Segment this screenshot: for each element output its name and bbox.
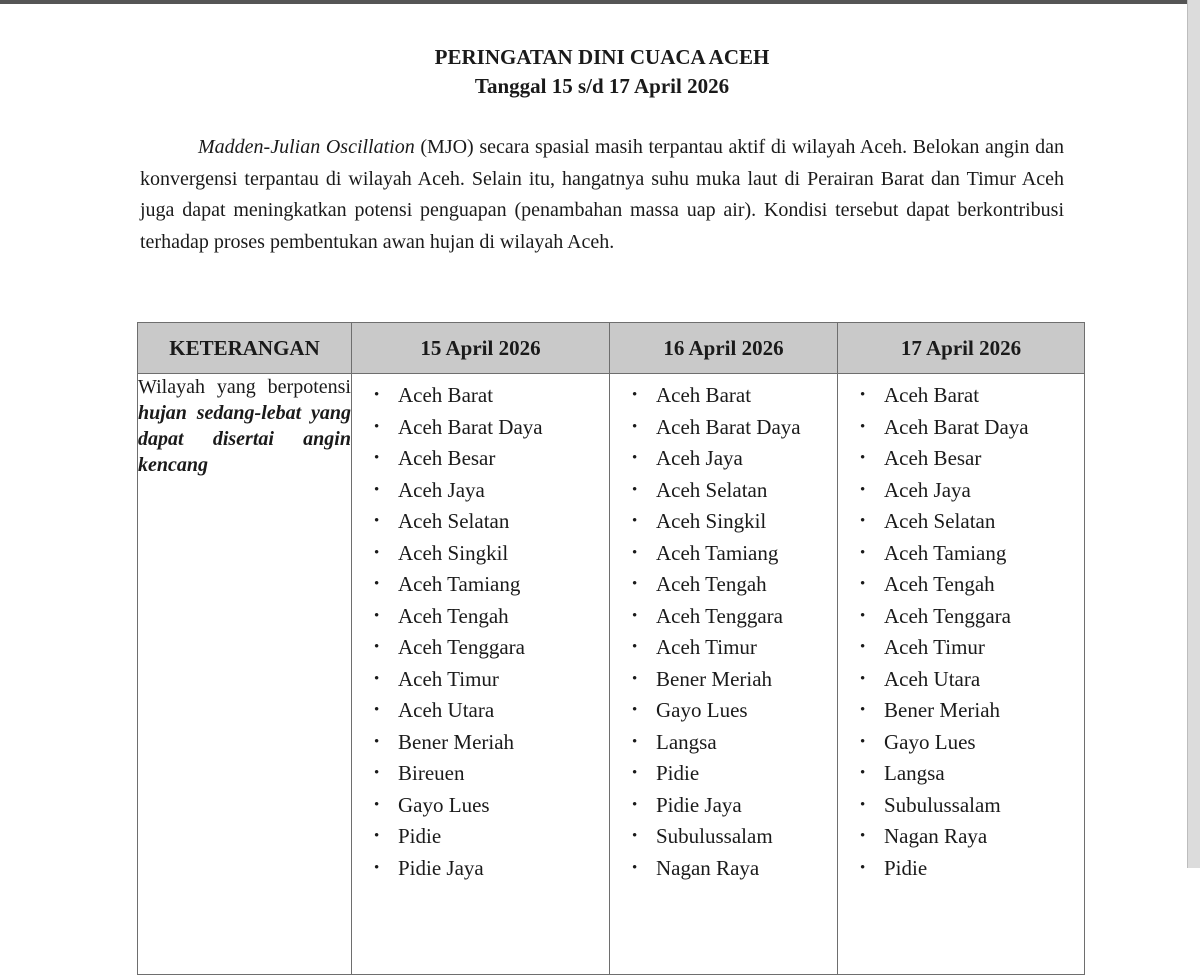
- bullet-icon: •: [860, 576, 866, 592]
- region-name: Aceh Tenggara: [656, 603, 783, 628]
- keterangan-emphasis: hujan sedang-lebat yang dapat disertai angin kencang: [138, 402, 351, 476]
- bullet-icon: •: [632, 481, 638, 498]
- region-name: Bener Meriah: [398, 729, 515, 754]
- list-item: [352, 380, 609, 412]
- bullet-icon: •: [632, 387, 638, 403]
- list-item: [610, 443, 837, 475]
- list-item: [352, 569, 609, 601]
- list-item: [838, 853, 1084, 885]
- list-item: [610, 664, 837, 696]
- bullet-icon: •: [632, 702, 638, 718]
- bullet-icon: •: [860, 387, 866, 403]
- region-name: Subulussalam: [656, 824, 773, 848]
- region-name: Pidie: [398, 824, 442, 848]
- bullet-icon: •: [374, 481, 380, 498]
- region-name: Subulussalam: [884, 792, 1001, 817]
- region-name: Aceh Barat Daya: [884, 414, 1029, 439]
- region-name: Nagan Raya: [656, 855, 760, 880]
- bullet-icon: •: [632, 859, 638, 876]
- region-name: Gayo Lues: [656, 698, 748, 722]
- list-item: [838, 664, 1084, 696]
- bullet-icon: •: [374, 513, 380, 529]
- list-item: [610, 601, 837, 633]
- list-item: [610, 632, 837, 664]
- region-name: Aceh Jaya: [398, 477, 485, 502]
- region-name: Aceh Utara: [884, 666, 981, 691]
- list-item: [610, 412, 837, 444]
- bullet-icon: •: [860, 607, 866, 624]
- bullet-icon: •: [632, 796, 638, 813]
- bullet-icon: •: [860, 639, 866, 655]
- region-name: Aceh Barat Daya: [656, 414, 801, 439]
- region-name: Langsa: [884, 761, 945, 785]
- keterangan-text: Wilayah yang berpotensi: [138, 376, 351, 398]
- list-item: [610, 695, 837, 727]
- region-name: Aceh Singkil: [656, 509, 767, 533]
- bullet-icon: •: [860, 670, 866, 687]
- list-item: [838, 538, 1084, 570]
- list-item: [610, 853, 837, 885]
- bullet-icon: •: [632, 765, 638, 781]
- list-item: [838, 475, 1084, 507]
- region-name: Pidie: [884, 855, 928, 880]
- list-item: [838, 506, 1084, 538]
- region-name: Aceh Timur: [656, 635, 757, 659]
- region-name: Aceh Besar: [884, 446, 982, 470]
- region-name: Aceh Selatan: [656, 477, 768, 502]
- bullet-icon: •: [632, 607, 638, 624]
- region-name: Gayo Lues: [884, 729, 976, 754]
- list-item: [352, 475, 609, 507]
- list-item: [352, 853, 609, 885]
- list-item: [610, 727, 837, 759]
- bullet-icon: •: [860, 765, 866, 781]
- day3-region-list: [838, 374, 1084, 884]
- bullet-icon: •: [374, 418, 380, 435]
- region-name: Aceh Tenggara: [398, 635, 525, 659]
- region-name: Aceh Tenggara: [884, 603, 1011, 628]
- bullet-icon: •: [632, 828, 638, 844]
- region-name: Aceh Jaya: [656, 446, 743, 470]
- list-item: [352, 601, 609, 633]
- bullet-icon: •: [374, 544, 380, 561]
- list-item: [352, 664, 609, 696]
- list-item: [352, 695, 609, 727]
- bullet-icon: •: [374, 607, 380, 624]
- table-row: [138, 374, 1085, 975]
- list-item: [838, 727, 1084, 759]
- forecast-table: [137, 322, 1085, 975]
- document-date-range: Tanggal 15 s/d 17 April 2026: [474, 74, 730, 98]
- intro-text: (MJO) secara spasial masih terpantau aktif di wilayah Aceh. Belokan angin dan konvergensi terpantau di wilayah Aceh. Selain itu, hangatnya suhu muka laut di Perairan Barat dan Timur Aceh juga dapat meningkatkan potensi penguapan (penambahan massa uap air). Kondisi tersebut dapat berkontribusi terhadap proses pembentukan awan hujan di wilayah Aceh.: [140, 136, 1065, 253]
- region-name: Bener Meriah: [884, 698, 1001, 722]
- region-name: Aceh Timur: [884, 635, 985, 659]
- region-name: Aceh Singkil: [398, 540, 509, 565]
- bullet-icon: •: [374, 639, 380, 655]
- region-name: Aceh Barat Daya: [398, 414, 543, 439]
- region-name: Aceh Tamiang: [656, 540, 779, 565]
- keterangan-cell: [138, 374, 352, 975]
- vertical-scrollbar[interactable]: [1188, 0, 1200, 868]
- list-item: [838, 758, 1084, 790]
- bullet-icon: •: [860, 733, 866, 750]
- region-name: Aceh Barat: [656, 383, 752, 407]
- bullet-icon: •: [374, 387, 380, 403]
- day2-region-list: [610, 374, 837, 884]
- list-item: [352, 412, 609, 444]
- bullet-icon: •: [632, 576, 638, 592]
- bullet-icon: •: [632, 513, 638, 529]
- bullet-icon: •: [860, 450, 866, 466]
- bullet-icon: •: [632, 450, 638, 466]
- header-date-3: 17 April 2026: [838, 323, 1085, 374]
- list-item: [838, 380, 1084, 412]
- region-name: Pidie Jaya: [656, 792, 742, 817]
- list-item: [610, 569, 837, 601]
- bullet-icon: •: [374, 765, 380, 781]
- region-name: Bener Meriah: [656, 666, 773, 691]
- region-name: Bireuen: [398, 761, 465, 785]
- region-name: Aceh Utara: [398, 698, 495, 722]
- region-name: Nagan Raya: [884, 824, 988, 848]
- list-item: [352, 538, 609, 570]
- list-item: [610, 790, 837, 822]
- bullet-icon: •: [632, 670, 638, 687]
- bullet-icon: •: [860, 544, 866, 561]
- bullet-icon: •: [860, 796, 866, 813]
- intro-paragraph: [140, 132, 1064, 258]
- region-name: Aceh Tengah: [398, 603, 509, 628]
- list-item: [352, 758, 609, 790]
- list-item: [352, 790, 609, 822]
- bullet-icon: •: [632, 418, 638, 435]
- region-name: Aceh Timur: [398, 666, 499, 691]
- bullet-icon: •: [632, 544, 638, 561]
- list-item: [838, 695, 1084, 727]
- bullet-icon: •: [374, 828, 380, 844]
- bullet-icon: •: [374, 702, 380, 718]
- list-item: [352, 506, 609, 538]
- list-item: [838, 790, 1084, 822]
- bullet-icon: •: [374, 670, 380, 687]
- region-name: Aceh Selatan: [398, 509, 510, 533]
- list-item: [838, 569, 1084, 601]
- region-name: Aceh Besar: [398, 446, 496, 470]
- header-keterangan: KETERANGAN: [138, 323, 352, 374]
- day2-cell: [610, 374, 838, 975]
- list-item: [838, 412, 1084, 444]
- region-name: Aceh Tamiang: [398, 572, 521, 596]
- region-name: Aceh Barat: [884, 383, 980, 407]
- bullet-icon: •: [860, 513, 866, 529]
- document-title: PERINGATAN DINI CUACA ACEH: [434, 45, 770, 69]
- list-item: [352, 632, 609, 664]
- bullet-icon: •: [374, 733, 380, 750]
- bullet-icon: •: [374, 576, 380, 592]
- bullet-icon: •: [374, 796, 380, 813]
- region-name: Aceh Tamiang: [884, 540, 1007, 565]
- day1-region-list: [352, 374, 609, 884]
- day1-cell: [352, 374, 610, 975]
- list-item: [838, 601, 1084, 633]
- list-item: [352, 727, 609, 759]
- region-name: Pidie: [656, 761, 700, 785]
- region-name: Aceh Barat: [398, 383, 494, 407]
- list-item: [838, 821, 1084, 853]
- top-border: [0, 0, 1200, 4]
- region-name: Aceh Jaya: [884, 477, 971, 502]
- region-name: Aceh Tengah: [884, 572, 995, 596]
- region-name: Gayo Lues: [398, 792, 490, 817]
- bullet-icon: •: [374, 859, 380, 876]
- bullet-icon: •: [632, 733, 638, 750]
- header-date-1: 15 April 2026: [352, 323, 610, 374]
- list-item: [610, 380, 837, 412]
- region-name: Pidie Jaya: [398, 855, 484, 880]
- header-date-2: 16 April 2026: [610, 323, 838, 374]
- list-item: [838, 632, 1084, 664]
- bullet-icon: •: [374, 450, 380, 466]
- region-name: Aceh Selatan: [884, 509, 996, 533]
- list-item: [838, 443, 1084, 475]
- list-item: [352, 443, 609, 475]
- bullet-icon: •: [860, 418, 866, 435]
- list-item: [610, 821, 837, 853]
- region-name: Langsa: [656, 729, 717, 754]
- list-item: [610, 475, 837, 507]
- day3-cell: [838, 374, 1085, 975]
- bullet-icon: •: [860, 481, 866, 498]
- bullet-icon: •: [860, 859, 866, 876]
- mjo-term: Madden-Julian Oscillation: [198, 136, 415, 158]
- list-item: [610, 506, 837, 538]
- table-header-row: [138, 323, 1085, 374]
- bullet-icon: •: [860, 828, 866, 844]
- list-item: [610, 538, 837, 570]
- bullet-icon: •: [860, 702, 866, 718]
- bullet-icon: •: [632, 639, 638, 655]
- list-item: [352, 821, 609, 853]
- region-name: Aceh Tengah: [656, 572, 767, 596]
- list-item: [610, 758, 837, 790]
